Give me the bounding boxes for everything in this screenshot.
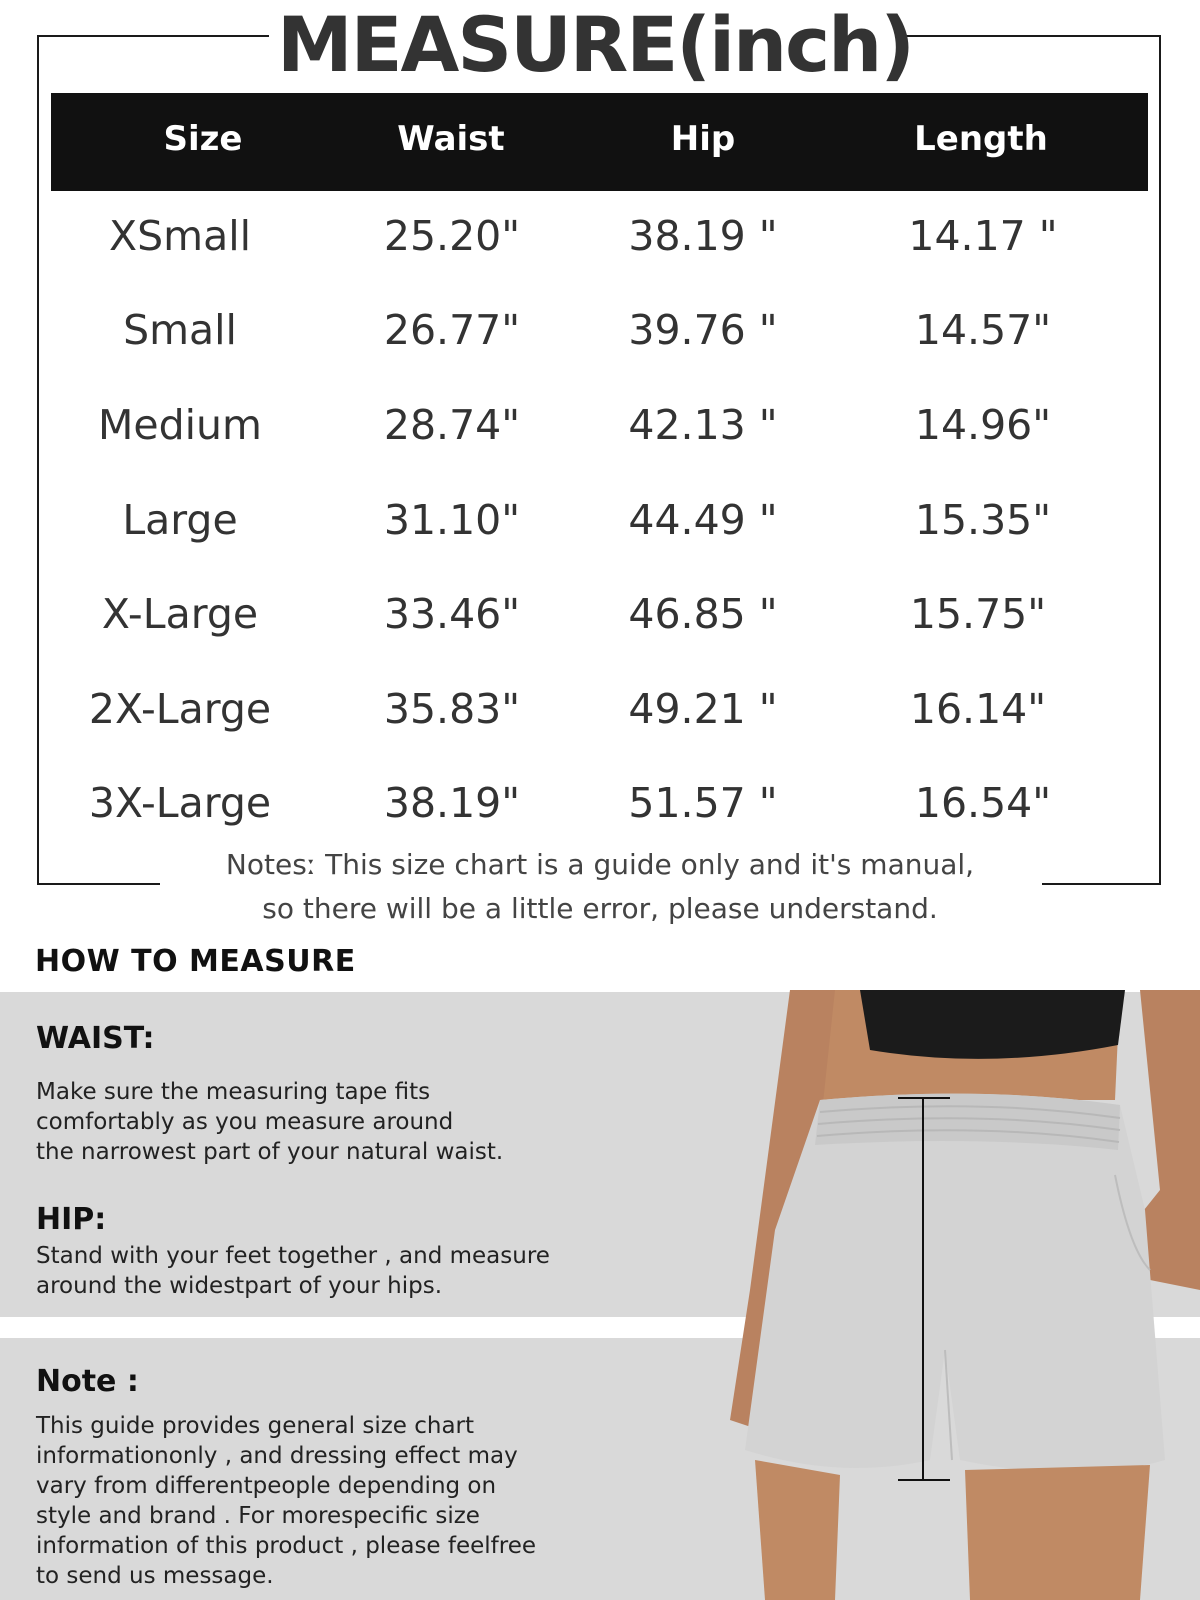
cell-waist: 26.77" (383, 306, 521, 354)
cell-length: 16.54" (914, 779, 1052, 827)
cell-waist: 25.20" (383, 212, 521, 260)
page-title: MEASURE(inch) (276, 0, 914, 89)
cell-waist: 33.46" (383, 590, 521, 638)
cell-hip: 39.76 " (628, 306, 778, 354)
how-to-measure-heading: HOW TO MEASURE (35, 944, 356, 979)
cell-size: Small (123, 306, 237, 354)
waist-line: comfortably as you measure around (36, 1109, 454, 1135)
cell-waist: 31.10" (383, 496, 521, 544)
note-line: style and brand . For morespecific size (36, 1503, 480, 1529)
size-chart-notes (100, 843, 1100, 931)
note-line: to send us message. (36, 1563, 274, 1589)
hip-line: Stand with your feet together , and measure (36, 1243, 550, 1269)
frame-left (37, 35, 39, 885)
cell-length: 15.75" (909, 590, 1047, 638)
product-photo (720, 990, 1200, 1600)
note-line: vary from differentpeople depending on (36, 1473, 497, 1499)
cell-length: 16.14" (909, 685, 1047, 733)
waist-line: Make sure the measuring tape fits (36, 1079, 431, 1105)
notes-line-2: so there will be a little error, please understand. (262, 892, 938, 925)
header-hip: Hip (670, 119, 736, 159)
cell-waist: 38.19" (383, 779, 521, 827)
table-header (51, 93, 1148, 191)
header-size: Size (163, 119, 243, 159)
note-line: This guide provides general size chart (36, 1413, 475, 1439)
cell-length: 14.57" (914, 306, 1052, 354)
hip-line: around the widestpart of your hips. (36, 1273, 443, 1299)
cell-length: 14.96" (914, 401, 1052, 449)
cell-waist: 28.74" (383, 401, 521, 449)
cell-size: XSmall (109, 212, 251, 260)
cell-size: 2X-Large (88, 685, 272, 733)
cell-hip: 49.21 " (628, 685, 778, 733)
header-waist: Waist (397, 119, 505, 159)
waist-heading: WAIST: (36, 1021, 155, 1056)
cell-hip: 42.13 " (628, 401, 778, 449)
waist-description (36, 1077, 676, 1167)
cell-size: Large (122, 496, 238, 544)
cell-length: 15.35" (914, 496, 1052, 544)
header-length: Length (914, 119, 1048, 159)
cell-length: 14.17 " (908, 212, 1058, 260)
cell-hip: 51.57 " (628, 779, 778, 827)
cell-hip: 44.49 " (628, 496, 778, 544)
hip-heading: HIP: (36, 1202, 107, 1237)
cell-size: 3X-Large (88, 779, 272, 827)
notes-line-1: Notesː This size chart is a guide only and it's manual, (225, 848, 975, 881)
cell-waist: 35.83" (383, 685, 521, 733)
cell-hip: 38.19 " (628, 212, 778, 260)
cell-size: Medium (98, 401, 262, 449)
cell-size: X-Large (101, 590, 259, 638)
note-description (36, 1411, 676, 1591)
note-line: informationonly , and dressing effect may (36, 1443, 518, 1469)
cell-hip: 46.85 " (628, 590, 778, 638)
note-line: information of this product , please feelfree (36, 1533, 537, 1559)
shorts-model-illustration (720, 990, 1200, 1600)
note-heading: Note : (36, 1364, 139, 1399)
hip-description (36, 1241, 676, 1301)
frame-right (1159, 35, 1161, 885)
waist-line: the narrowest part of your natural waist. (36, 1139, 504, 1165)
